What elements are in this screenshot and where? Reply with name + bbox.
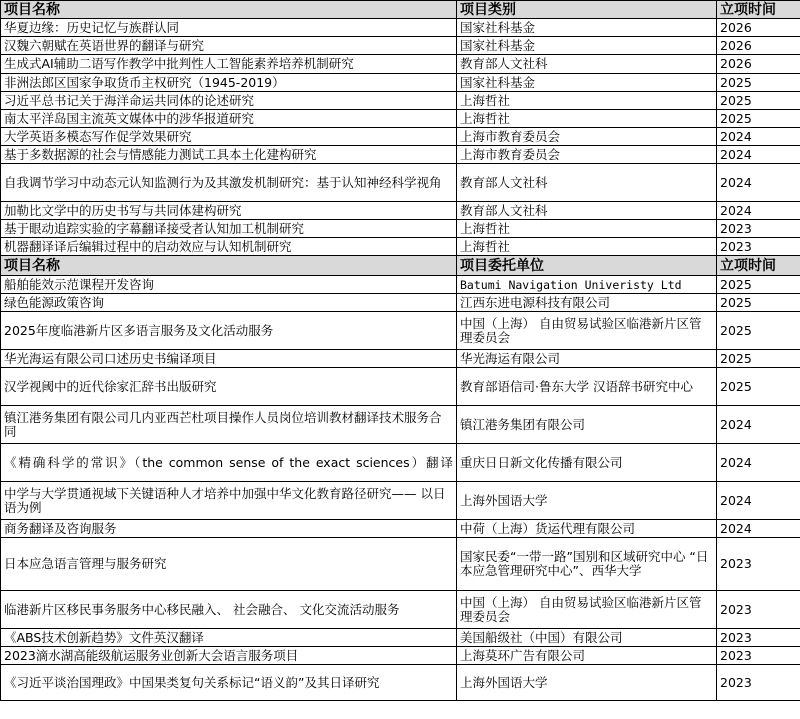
project-category: 上海哲社 [457, 220, 717, 238]
approval-year: 2025 [717, 294, 800, 312]
commissioning-unit: Batumi Navigation Univeristy Ltd [457, 276, 717, 294]
approval-year: 2025 [717, 312, 800, 350]
project-name: 《ABS技术创新趋势》文件英汉翻译 [1, 629, 457, 647]
project-name: 非洲法郎区国家争取货币主权研究（1945-2019） [1, 74, 457, 92]
approval-year: 2023 [717, 647, 800, 665]
approval-year: 2024 [717, 482, 800, 520]
project-category: 教育部人文社科 [457, 164, 717, 202]
table-row [1, 128, 800, 146]
approval-year: 2026 [717, 37, 800, 55]
approval-year: 2024 [717, 202, 800, 220]
project-category: 国家社科基金 [457, 74, 717, 92]
project-name: 机器翻译译后编辑过程中的启动效应与认知机制研究 [1, 238, 457, 256]
project-name: 基于眼动追踪实验的字幕翻译接受者认知加工机制研究 [1, 220, 457, 238]
project-name: 华夏边缘：历史记忆与族群认同 [1, 19, 457, 37]
table-row [1, 591, 800, 629]
table2-header-row [1, 256, 800, 276]
project-name: 汉魏六朝赋在英语世界的翻译与研究 [1, 37, 457, 55]
project-category: 教育部人文社科 [457, 55, 717, 74]
approval-year: 2025 [717, 110, 800, 128]
commissioning-unit: 上海外国语大学 [457, 665, 717, 701]
table-row [1, 220, 800, 238]
project-name: 船舶能效示范课程开发咨询 [1, 276, 457, 294]
header-project-category: 项目类别 [457, 1, 717, 19]
project-category: 上海市教育委员会 [457, 146, 717, 164]
commissioning-unit: 中荷（上海）货运代理有限公司 [457, 520, 717, 538]
header-approval-year: 立项时间 [717, 256, 800, 276]
table-row [1, 665, 800, 701]
approval-year: 2023 [717, 220, 800, 238]
project-name: 2025年度临港新片区多语言服务及文化活动服务 [1, 312, 457, 350]
project-category: 上海哲社 [457, 92, 717, 110]
approval-year: 2023 [717, 538, 800, 591]
table-row [1, 19, 800, 37]
table-row [1, 482, 800, 520]
project-name: 临港新片区移民事务服务中心移民融入、 社会融合、 文化交流活动服务 [1, 591, 457, 629]
project-name: 中学与大学贯通视域下关键语种人才培养中加强中华文化教育路径研究—— 以日语为例 [1, 482, 457, 520]
project-name: 商务翻译及咨询服务 [1, 520, 457, 538]
commissioning-unit: 华光海运有限公司 [457, 350, 717, 368]
approval-year: 2024 [717, 406, 800, 444]
project-name: 习近平总书记关于海洋命运共同体的论述研究 [1, 92, 457, 110]
commissioning-unit: 上海莫环广告有限公司 [457, 647, 717, 665]
approval-year: 2024 [717, 164, 800, 202]
table-row [1, 164, 800, 202]
project-category: 上海哲社 [457, 238, 717, 256]
approval-year: 2023 [717, 629, 800, 647]
project-category: 教育部人文社科 [457, 202, 717, 220]
approval-year: 2023 [717, 238, 800, 256]
approval-year: 2025 [717, 350, 800, 368]
commissioning-unit: 教育部语信司·鲁东大学 汉语辞书研究中心 [457, 368, 717, 406]
project-category: 国家社科基金 [457, 19, 717, 37]
approval-year: 2024 [717, 146, 800, 164]
header-commissioning-unit: 项目委托单位 [457, 256, 717, 276]
project-name: 南太平洋岛国主流英文媒体中的涉华报道研究 [1, 110, 457, 128]
project-name: 镇江港务集团有限公司几内亚西芒杜项目操作人员岗位培训教材翻译技术服务合同 [1, 406, 457, 444]
approval-year: 2026 [717, 19, 800, 37]
project-name: 《精确科学的常识》（the common sense of the exact sciences）翻译 [1, 444, 457, 482]
commissioning-unit: 中国（上海） 自由贸易试验区临港新片区管理委员会 [457, 591, 717, 629]
table-row [1, 520, 800, 538]
header-project-name: 项目名称 [1, 1, 457, 19]
table-row [1, 74, 800, 92]
project-name: 华光海运有限公司口述历史书编译项目 [1, 350, 457, 368]
table-row [1, 368, 800, 406]
project-name: 汉学视阈中的近代徐家汇辞书出版研究 [1, 368, 457, 406]
project-name: 加勒比文学中的历史书写与共同体建构研究 [1, 202, 457, 220]
approval-year: 2025 [717, 368, 800, 406]
table-row [1, 202, 800, 220]
table-row [1, 406, 800, 444]
commissioning-unit: 国家民委“一带一路”国别和区域研究中心 “日本应急管理研究中心”、西华大学 [457, 538, 717, 591]
approval-year: 2024 [717, 520, 800, 538]
table-row [1, 312, 800, 350]
table-row [1, 294, 800, 312]
table-row [1, 350, 800, 368]
approval-year: 2024 [717, 128, 800, 146]
table-row [1, 238, 800, 256]
table1-header-row [1, 1, 800, 19]
table-row [1, 110, 800, 128]
project-name: 《习近平谈治国理政》中国果类复句关系标记“语义韵”及其日译研究 [1, 665, 457, 701]
table-row [1, 55, 800, 74]
commissioning-unit: 江西东进电源科技有限公司 [457, 294, 717, 312]
approval-year: 2026 [717, 55, 800, 74]
table-row [1, 538, 800, 591]
project-name: 2023滴水湖高能级航运服务业创新大会语言服务项目 [1, 647, 457, 665]
project-category: 上海哲社 [457, 110, 717, 128]
table-row [1, 444, 800, 482]
table-row [1, 146, 800, 164]
table-row [1, 276, 800, 294]
commissioning-unit: 上海外国语大学 [457, 482, 717, 520]
approval-year: 2025 [717, 276, 800, 294]
project-name: 大学英语多模态写作促学效果研究 [1, 128, 457, 146]
approval-year: 2025 [717, 74, 800, 92]
commissioning-unit: 镇江港务集团有限公司 [457, 406, 717, 444]
header-project-name: 项目名称 [1, 256, 457, 276]
project-name: 绿色能源政策咨询 [1, 294, 457, 312]
project-category: 上海市教育委员会 [457, 128, 717, 146]
table-row [1, 37, 800, 55]
table-row [1, 629, 800, 647]
project-name: 基于多数据源的社会与情感能力测试工具本土化建构研究 [1, 146, 457, 164]
table-row [1, 92, 800, 110]
approval-year: 2023 [717, 591, 800, 629]
table-row [1, 647, 800, 665]
project-name: 生成式AI辅助二语写作教学中批判性人工智能素养培养机制研究 [1, 55, 457, 74]
approval-year: 2025 [717, 92, 800, 110]
header-approval-year: 立项时间 [717, 1, 800, 19]
project-name: 自我调节学习中动态元认知监测行为及其激发机制研究：基于认知神经科学视角 [1, 164, 457, 202]
commissioning-unit: 重庆日日新文化传播有限公司 [457, 444, 717, 482]
approval-year: 2023 [717, 665, 800, 701]
commissioning-unit: 中国（上海） 自由贸易试验区临港新片区管理委员会 [457, 312, 717, 350]
project-category: 国家社科基金 [457, 37, 717, 55]
approval-year: 2024 [717, 444, 800, 482]
commissioning-unit: 美国船级社（中国）有限公司 [457, 629, 717, 647]
project-name: 日本应急语言管理与服务研究 [1, 538, 457, 591]
